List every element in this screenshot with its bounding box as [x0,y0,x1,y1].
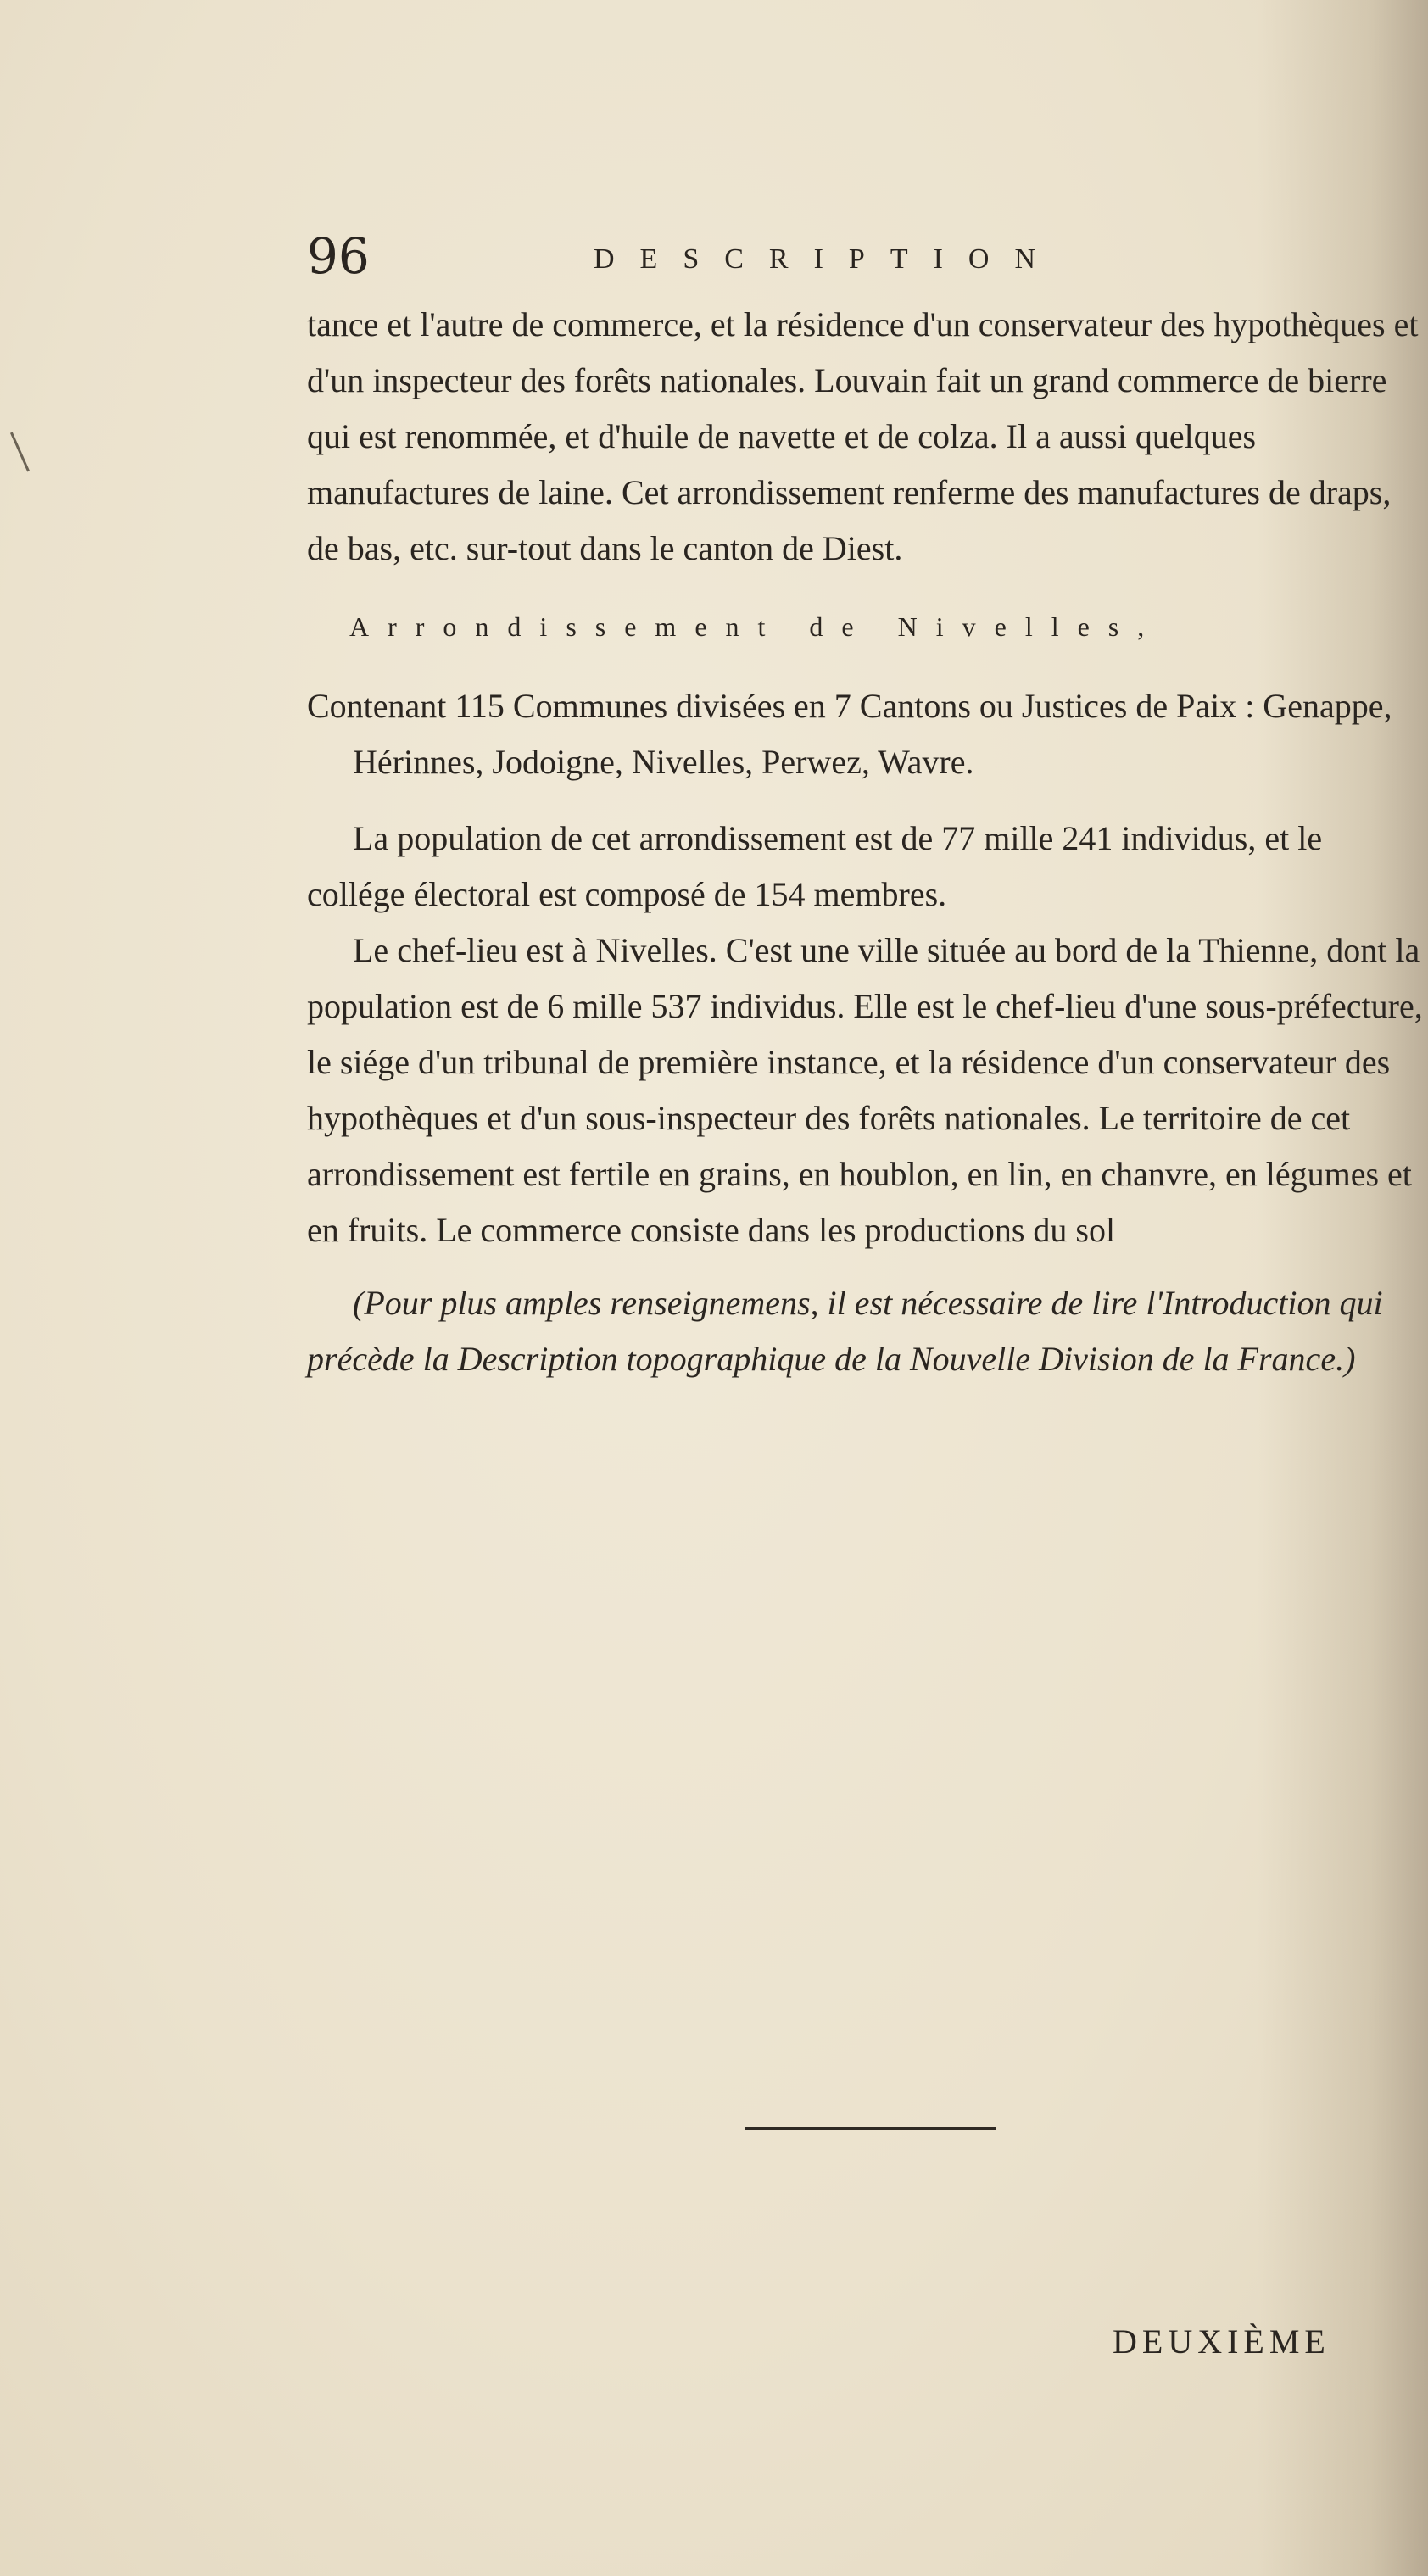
paragraph-chef-lieu: Le chef-lieu est à Nivelles. C'est une ville située au bord de la Thienne, dont la population est de 6 mille 537 individus. Elle est le chef-lieu d'une sous-préfecture, le siége d'un tribunal de première instance, et la résidence d'un conservateur des hypothèques et d'un sous-inspecteur des forêts nationales. Le territoire de cet arrondissement est fertile en grains, en houblon, en lin, en chanvre, en légumes et en fruits. Le commerce consiste dans les productions du sol [307,931,1423,1249]
catchword: DEUXIÈME [1113,2322,1330,2361]
section-heading-nivelles: Arrondissement de Nivelles, [349,611,1163,642]
paragraph-population: La population de cet arrondissement est de 77 mille 241 individus, et le collége électoral est composé de 154 membres. [307,819,1323,913]
text-body [307,297,1425,1387]
page-header [307,222,1155,290]
page-number: 96 [307,227,370,285]
paragraph-communes: Contenant 115 Communes divisées en 7 Cantons ou Justices de Paix : Genappe, Hérinnes, Jodoigne, Nivelles, Perwez, Wavre. [307,687,1392,781]
end-rule [745,2127,996,2130]
paragraph-louvain-continued: tance et l'autre de commerce, et la résidence d'un conservateur des hypothèques et d'un inspecteur des forêts nationales. Louvain fait un grand commerce de bierre qui est renommée, et d'huile de navette et de colza. Il a aussi quelques manufactures de laine. Cet arrondissement renferme des manufactures de draps, de bas, etc. sur-tout dans le canton de Diest. [307,305,1419,567]
running-head: DESCRIPTION [594,243,1062,275]
paragraph-note: (Pour plus amples renseignemens, il est nécessaire de lire l'Introduction qui précède la Description topographique de la Nouvelle Division de la France.) [307,1284,1383,1378]
margin-pencil-mark [10,432,30,472]
